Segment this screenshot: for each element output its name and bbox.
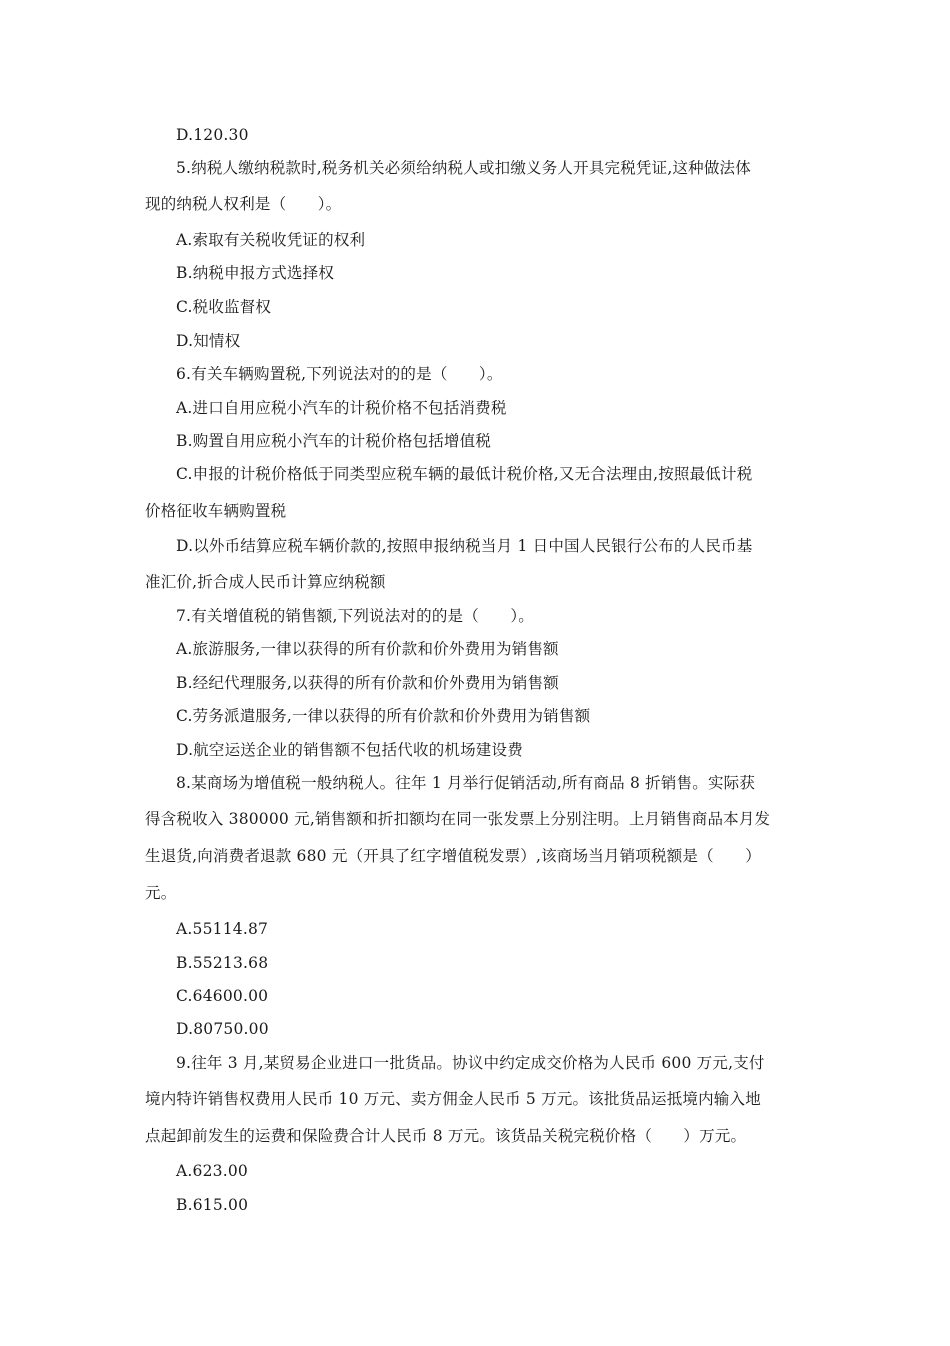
option-6c: C.申报的计税价格低于同类型应税车辆的最低计税价格,又无合法理由,按照最低计税 — [176, 465, 753, 483]
option-6d: D.以外币结算应税车辆价款的,按照申报纳税当月 1 日中国人民银行公布的人民币基 — [176, 537, 753, 555]
option-7b: B.经纪代理服务,以获得的所有价款和价外费用为销售额 — [176, 674, 559, 692]
question-8-stem-cont-1: 得含税收入 380000 元,销售额和折扣额均在同一张发票上分别注明。上月销售商品本月发 — [145, 810, 771, 828]
question-8-stem-cont-3: 元。 — [145, 884, 177, 902]
option-5c: C.税收监督权 — [176, 298, 272, 316]
option-8a: A.55114.87 — [176, 920, 269, 938]
option-6a: A.进口自用应税小汽车的计税价格不包括消费税 — [176, 399, 507, 417]
question-5-stem-cont: 现的纳税人权利是（ ）。 — [145, 195, 342, 213]
question-8-stem-cont-2: 生退货,向消费者退款 680 元（开具了红字增值税发票）,该商场当月销项税额是（ ） — [145, 847, 761, 865]
question-9-stem-cont-2: 点起卸前发生的运费和保险费合计人民币 8 万元。该货品关税完税价格（ ）万元。 — [145, 1127, 747, 1145]
question-9-stem-cont-1: 境内特许销售权费用人民币 10 万元、卖方佣金人民币 5 万元。该批货品运抵境内输入地 — [145, 1090, 761, 1108]
question-8-stem: 8.某商场为增值税一般纳税人。往年 1 月举行促销活动,所有商品 8 折销售。实际获 — [176, 774, 756, 792]
option-9b: B.615.00 — [176, 1196, 249, 1214]
option-8c: C.64600.00 — [176, 987, 269, 1005]
option-6d-cont: 准汇价,折合成人民币计算应纳税额 — [145, 573, 386, 591]
option-7d: D.航空运送企业的销售额不包括代收的机场建设费 — [176, 741, 523, 759]
option-8d: D.80750.00 — [176, 1020, 269, 1038]
option-7c: C.劳务派遣服务,一律以获得的所有价款和价外费用为销售额 — [176, 707, 591, 725]
question-5-stem: 5.纳税人缴纳税款时,税务机关必须给纳税人或扣缴义务人开具完税凭证,这种做法体 — [176, 159, 751, 177]
option-4d: D.120.30 — [176, 126, 249, 144]
question-6-stem: 6.有关车辆购置税,下列说法对的的是（ ）。 — [176, 365, 503, 383]
option-5a: A.索取有关税收凭证的权利 — [176, 231, 366, 249]
option-9a: A.623.00 — [176, 1162, 248, 1180]
option-6c-cont: 价格征收车辆购置税 — [145, 502, 287, 520]
option-6b: B.购置自用应税小汽车的计税价格包括增值税 — [176, 432, 492, 450]
option-5b: B.纳税申报方式选择权 — [176, 264, 335, 282]
question-7-stem: 7.有关增值税的销售额,下列说法对的的是（ ）。 — [176, 607, 534, 625]
question-9-stem: 9.往年 3 月,某贸易企业进口一批货品。协议中约定成交价格为人民币 600 万元,支付 — [176, 1054, 765, 1072]
option-8b: B.55213.68 — [176, 954, 269, 972]
option-5d: D.知情权 — [176, 332, 241, 350]
option-7a: A.旅游服务,一律以获得的所有价款和价外费用为销售额 — [176, 640, 559, 658]
